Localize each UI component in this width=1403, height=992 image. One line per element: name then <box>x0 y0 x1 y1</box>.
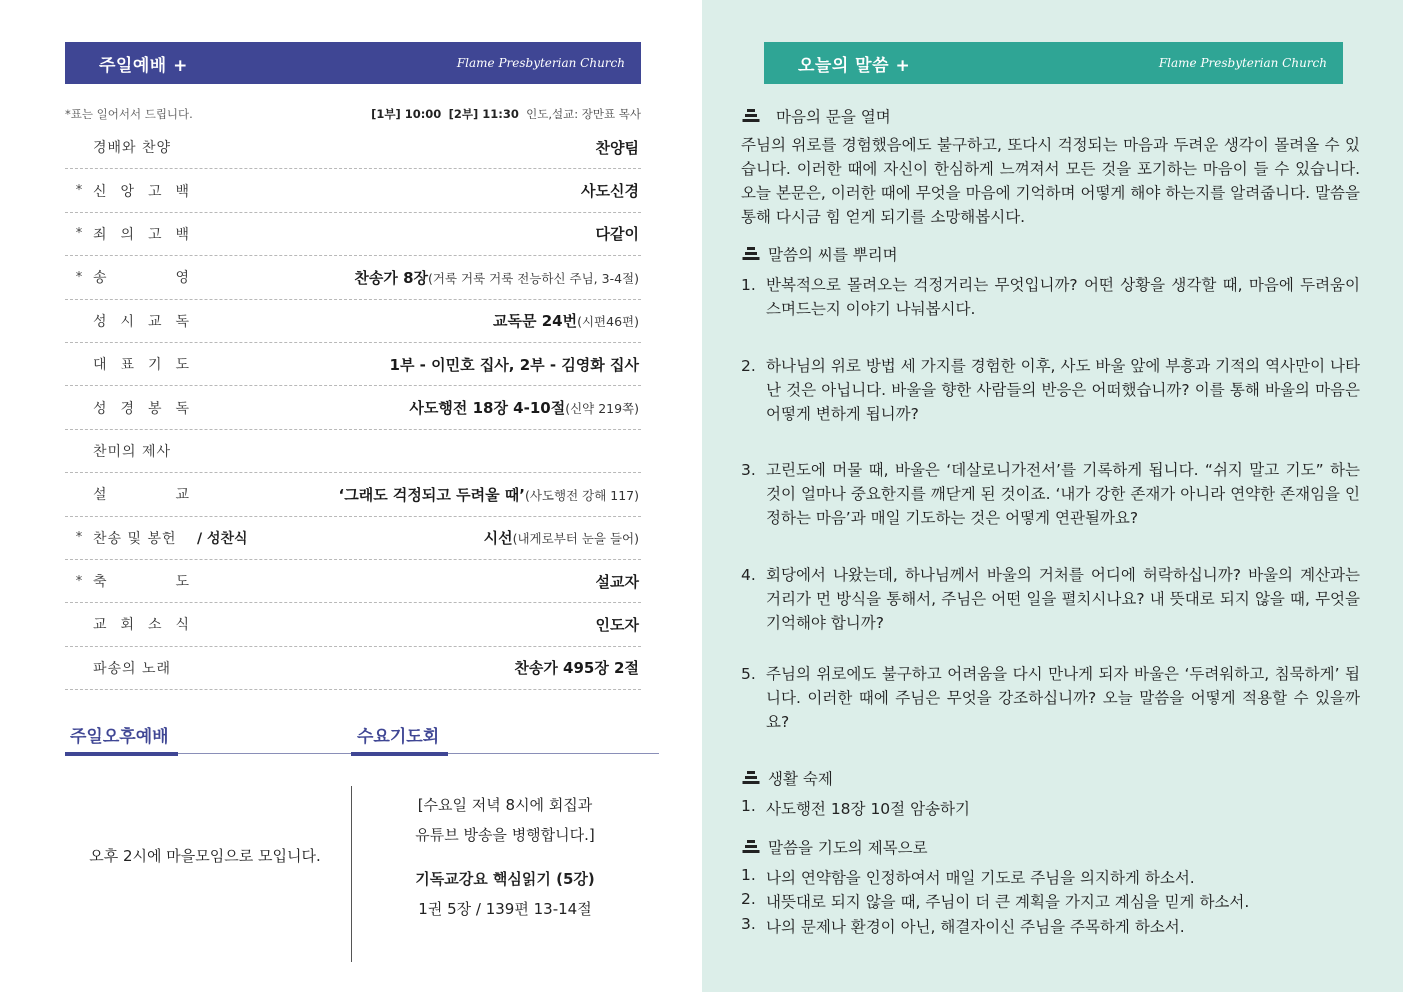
standing-marker: * <box>75 573 83 589</box>
order-item-value <box>596 571 639 592</box>
order-item-value <box>484 527 639 548</box>
order-item-main: 시선 <box>483 529 513 548</box>
order-item-label: 찬송 및 봉헌 <box>93 530 177 547</box>
wednesday-line-2: 유튜브 방송을 병행합니다.] <box>415 826 595 844</box>
homework-heading <box>742 767 833 789</box>
prayer-text: 나의 문제나 환경이 아닌, 해결자이신 주님을 주목하게 하소서. <box>766 918 1185 936</box>
church-name: Flame Presbyterian Church <box>456 56 625 70</box>
wednesday-prayer-content <box>360 790 650 924</box>
question-number: 5. <box>741 665 756 683</box>
order-item-value <box>390 354 639 375</box>
order-item-label-extra: / 성찬식 <box>197 530 248 547</box>
prayer-text: 내뜻대로 되지 않을 때, 주님이 더 큰 계획을 가지고 계심을 믿게 하소서. <box>766 893 1250 911</box>
stack-icon <box>742 840 760 854</box>
discussion-question <box>741 354 1360 426</box>
order-item-sub: (거룩 거룩 거룩 전능하신 주님, 3-4절) <box>428 270 639 286</box>
banner-title: 오늘의 말씀 + <box>798 55 911 76</box>
order-item-label: 성 시 교 독 <box>93 313 189 330</box>
order-item-main: 1부 - 이민호 집사, 2부 - 김영화 집사 <box>389 355 639 374</box>
question-number: 4. <box>741 566 756 584</box>
sunday-worship-banner <box>65 42 641 84</box>
standing-note: *표는 일어서서 드립니다. <box>65 107 193 121</box>
question-text: 회당에서 나왔는데, 하나님께서 바울의 거처를 어디에 허락하십니까? 바울의 계산과는 거리가 먼 방식을 통해서, 주님은 어떤 일을 펼치시나요? 내 뜻대로 되지 않을 때, 무엇을 기억해야 합니까? <box>766 566 1360 632</box>
second-service-time: [2부] 11:30 <box>448 107 519 121</box>
order-item-value <box>339 484 639 505</box>
worship-order-row <box>65 343 641 386</box>
stack-icon <box>742 247 760 261</box>
order-item-main: 찬송가 8장 <box>354 268 428 287</box>
order-item-label: 신 앙 고 백 <box>93 183 189 200</box>
study-detail: 1권 5장 / 139편 13-14절 <box>418 900 592 918</box>
intro-paragraph: 주님의 위로를 경험했음에도 불구하고, 또다시 걱정되는 마음과 두려운 생각이 몰려올 수 있습니다. 이러한 때에 자신이 한심하게 느껴져서 모든 것을 포기하는 마음이 들 수 있습니다. 오늘 본문은, 이러한 때에 무엇을 마음에 기억하며 어떻게 해야 하는지를 알려줍니다. 말씀을 통해 다시금 힘 얻게 되기를 소망해봅시다. <box>741 136 1360 226</box>
afternoon-tab-underline <box>65 752 178 756</box>
order-of-worship <box>65 126 641 690</box>
worship-order-row <box>65 213 641 256</box>
worship-order-row <box>65 517 641 560</box>
service-times <box>371 106 641 122</box>
prayer-number: 1. <box>741 866 756 884</box>
order-item-value <box>409 397 639 418</box>
worship-order-row <box>65 126 641 169</box>
order-item-label: 파송의 노래 <box>93 660 172 677</box>
order-item-label: 교 회 소 식 <box>93 617 189 634</box>
afternoon-service-title: 주일오후예배 <box>70 727 169 747</box>
standing-marker: * <box>75 530 83 546</box>
wednesday-tab-underline <box>351 752 448 756</box>
vertical-divider <box>351 786 352 962</box>
order-item-label: 경배와 찬양 <box>93 140 172 157</box>
service-meta <box>65 104 641 124</box>
wednesday-prayer-title: 수요기도회 <box>357 727 440 747</box>
order-item-main: 사도행전 18장 4-10절 <box>409 399 566 418</box>
discussion-question <box>741 273 1360 321</box>
standing-marker: * <box>75 183 83 199</box>
worship-order-row <box>65 473 641 516</box>
order-item-main: 찬송가 495장 2절 <box>514 659 639 678</box>
order-item-label: 대 표 기 도 <box>93 357 189 374</box>
order-item-sub: (신약 219쪽) <box>565 401 639 417</box>
homework-item <box>741 797 970 819</box>
order-item-value <box>493 310 639 331</box>
order-item-value <box>596 223 639 244</box>
order-item-label: 축 도 <box>93 574 189 591</box>
worship-order-row <box>65 603 641 646</box>
order-item-main: 사도신경 <box>581 182 639 201</box>
question-text: 고린도에 머물 때, 바울은 ‘데살로니가전서’를 기록하게 됩니다. “쉬지 말고 기도” 하는 것이 얼마나 중요한지를 깨닫게 된 것이죠. ‘내가 강한 존재가 아니라 연약한 존재임을 인정하는 마음’과 매일 기도하는 것은 어떻게 연관될까요? <box>766 461 1360 527</box>
homework-text: 사도행전 18장 10절 암송하기 <box>766 800 970 818</box>
study-title: 기독교강요 핵심읽기 (5강) <box>415 870 595 888</box>
discussion-question <box>741 563 1360 635</box>
order-item-value <box>514 657 639 678</box>
standing-marker: * <box>75 269 83 285</box>
wednesday-line-1: [수요일 저녁 8시에 회집과 <box>417 796 593 814</box>
stack-icon <box>742 109 760 123</box>
order-item-label: 찬미의 제사 <box>93 443 172 460</box>
worship-order-row <box>65 386 641 429</box>
seed-heading <box>742 243 898 265</box>
order-item-main: ‘그래도 걱정되고 두려울 때’ <box>338 485 525 504</box>
order-item-sub: (내게로부터 눈을 들어) <box>512 531 639 547</box>
stack-icon <box>742 771 760 785</box>
banner-title: 주일예배 + <box>99 55 188 76</box>
order-item-value <box>596 137 639 158</box>
order-item-label: 성 경 봉 독 <box>93 400 189 417</box>
discussion-question <box>741 662 1360 734</box>
worship-order-row <box>65 300 641 343</box>
first-service-time: [1부] 10:00 <box>371 107 442 121</box>
order-item-value <box>354 267 639 288</box>
order-item-main: 찬양팀 <box>595 138 639 157</box>
prayer-item <box>741 866 1195 888</box>
order-item-main: 인도자 <box>595 615 639 634</box>
prayer-heading <box>742 836 928 858</box>
todays-word-banner <box>764 42 1343 84</box>
question-text: 하나님의 위로 방법 세 가지를 경험한 이후, 사도 바울 앞에 부흥과 기적의 역사만이 나타난 것은 아닙니다. 바울을 향한 사람들의 반응은 어떠했습니까? 이를 통해 바울의 마음은 어떻게 변하게 됩니까? <box>766 357 1360 423</box>
seed-heading-text: 말씀의 씨를 뿌리며 <box>768 246 898 264</box>
worship-order-row <box>65 647 641 690</box>
intro-heading <box>742 105 891 127</box>
question-number: 2. <box>741 357 756 375</box>
discussion-question <box>741 458 1360 530</box>
prayer-item <box>741 915 1185 937</box>
order-item-label: 송 영 <box>93 270 189 287</box>
prayer-text: 나의 연약함을 인정하여서 매일 기도로 주님을 의지하게 하소서. <box>766 869 1195 887</box>
prayer-item <box>741 890 1249 912</box>
afternoon-service-text: 오후 2시에 마을모임으로 모입니다. <box>89 847 321 865</box>
order-item-sub: (사도행전 강해 117) <box>524 487 639 503</box>
order-item-main: 교독문 24번 <box>493 312 578 331</box>
worship-order-row <box>65 430 641 473</box>
worship-order-row <box>65 169 641 212</box>
worship-order-row <box>65 560 641 603</box>
question-number: 3. <box>741 461 756 479</box>
church-name: Flame Presbyterian Church <box>1158 56 1327 70</box>
order-item-value <box>596 614 639 635</box>
order-item-label: 설 교 <box>93 487 189 504</box>
prayer-heading-text: 말씀을 기도의 제목으로 <box>768 839 928 857</box>
prayer-number: 3. <box>741 915 756 933</box>
homework-number: 1. <box>741 797 756 815</box>
standing-marker: * <box>75 226 83 242</box>
service-leader: 인도,설교: 장만표 목사 <box>526 107 641 121</box>
intro-heading-text: 마음의 문을 열며 <box>776 108 891 126</box>
homework-heading-text: 생활 숙제 <box>768 770 833 788</box>
prayer-number: 2. <box>741 890 756 908</box>
order-item-value <box>581 180 639 201</box>
order-item-main: 다같이 <box>595 225 639 244</box>
order-item-sub: (시편46편) <box>577 314 639 330</box>
order-item-label: 죄 의 고 백 <box>93 226 189 243</box>
question-number: 1. <box>741 276 756 294</box>
question-text: 반복적으로 몰려오는 걱정거리는 무엇입니까? 어떤 상황을 생각할 때, 마음에 두려움이 스며드는지 이야기 나눠봅시다. <box>766 276 1360 318</box>
question-text: 주님의 위로에도 불구하고 어려움을 다시 만나게 되자 바울은 ‘두려워하고, 침묵하게’ 됩니다. 이러한 때에 주님은 무엇을 강조하십니까? 오늘 말씀을 어떻게 적용할 수 있을까요? <box>766 665 1360 731</box>
order-item-main: 설교자 <box>595 572 639 591</box>
worship-order-row <box>65 256 641 299</box>
